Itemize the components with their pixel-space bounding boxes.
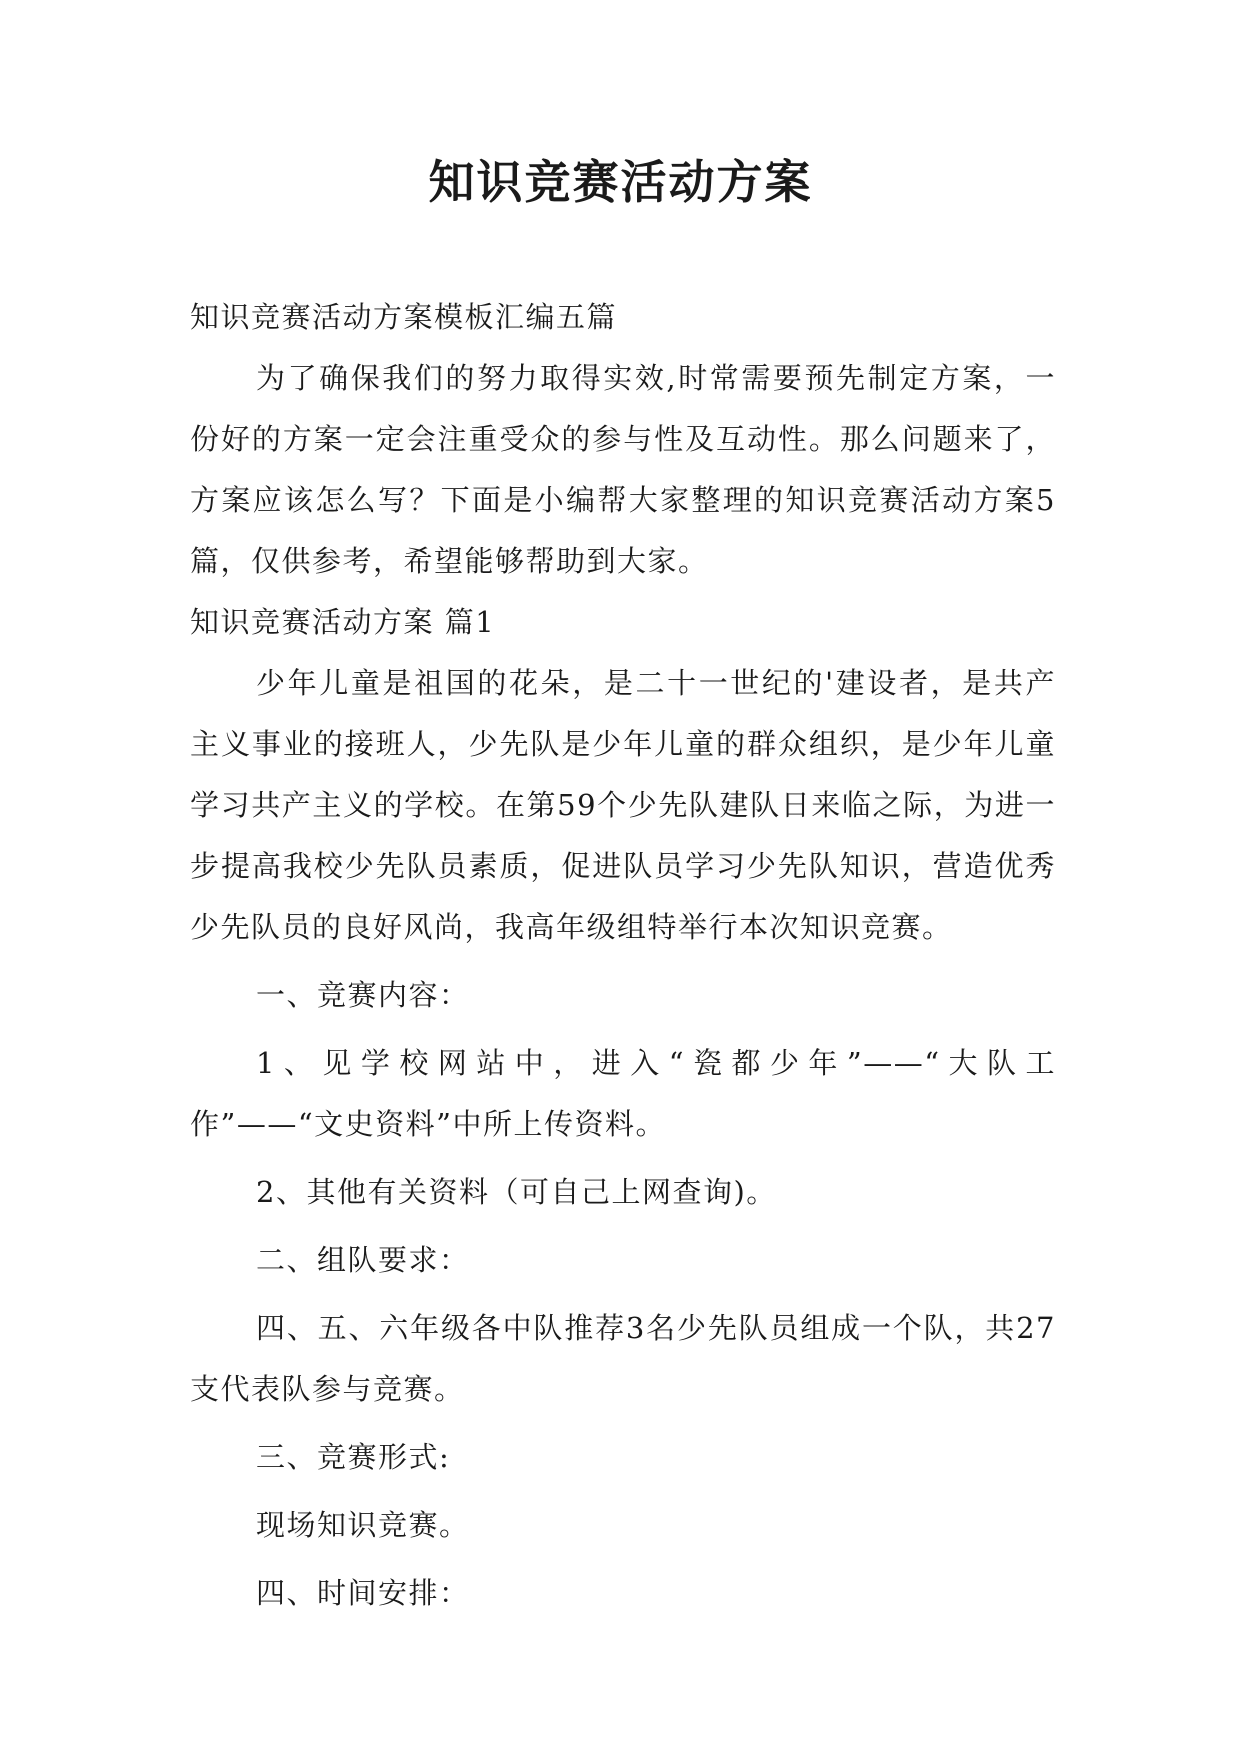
document-title: 知识竞赛活动方案 xyxy=(428,155,813,209)
section-heading-part1: 知识竞赛活动方案 篇1 xyxy=(190,605,496,639)
heading-contest-content: 一、竞赛内容： xyxy=(256,978,470,1012)
contest-format-text: 现场知识竞赛。 xyxy=(256,1508,470,1542)
content-item-2: 2、其他有关资料（可自己上网查询)。 xyxy=(256,1175,777,1209)
content-item-1: 1、见学校网站中，进入“瓷都少年”——“大队工作”——“文史资料”中所上传资料。 xyxy=(190,1046,1056,1141)
intro-paragraph: 为了确保我们的努力取得实效,时常需要预先制定方案，一份好的方案一定会注重受众的参与性及互动性。那么问题来了，方案应该怎么写？下面是小编帮大家整理的知识竞赛活动方案5篇，仅供参考，希望能够帮助到大家。 xyxy=(190,361,1056,578)
doc-subtitle: 知识竞赛活动方案模板汇编五篇 xyxy=(190,300,618,334)
part1-paragraph: 少年儿童是祖国的花朵，是二十一世纪的'建设者，是共产主义事业的接班人，少先队是少年儿童的群众组织，是少年儿童学习共产主义的学校。在第59个少先队建队日来临之际，为进一步提高我校少先队员素质，促进队员学习少先队知识，营造优秀少先队员的良好风尚，我高年级组特举行本次知识竞赛。 xyxy=(190,666,1056,944)
document-body xyxy=(190,287,1056,1624)
heading-team-requirements: 二、组队要求： xyxy=(256,1243,470,1277)
heading-contest-format: 三、竞赛形式: xyxy=(256,1440,451,1474)
team-requirements-text: 四、五、六年级各中队推荐3名少先队员组成一个队，共27支代表队参与竞赛。 xyxy=(190,1311,1056,1406)
heading-schedule: 四、时间安排： xyxy=(256,1576,470,1610)
